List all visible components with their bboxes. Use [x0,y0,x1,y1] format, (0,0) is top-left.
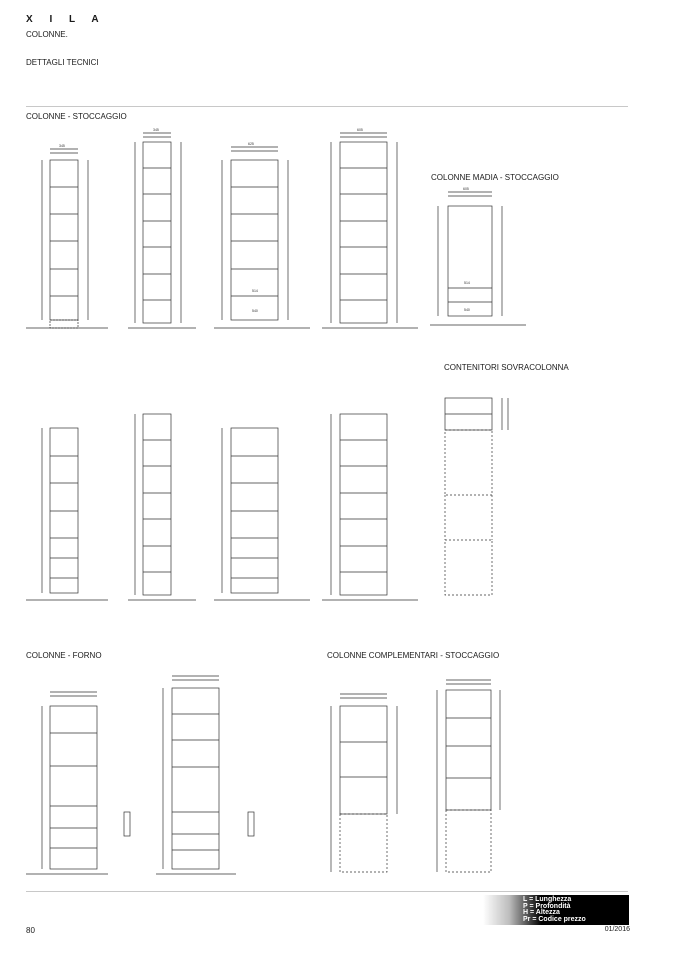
drawing-column-1 [26,149,108,328]
drawing-column-8 [322,414,418,600]
section-title-colonne-forno: COLONNE - FORNO [26,651,102,660]
page-number: 80 [26,926,35,935]
drawing-column-3 [214,147,310,328]
section-heading: DETTAGLI TECNICI [26,58,99,67]
dim-label: 540 [464,308,470,312]
drawing-forno-2 [156,676,254,874]
drawings-row-1 [26,120,628,360]
section-title-colonne-madia: COLONNE MADIA - STOCCAGGIO [431,173,559,182]
legend-box [483,895,629,925]
brand-logo: X I L A [26,14,106,25]
dim-label: 345 [59,144,65,148]
dim-label: 514 [464,281,470,285]
drawings-row-3 [26,666,628,888]
dim-label: 605 [357,128,363,132]
drawing-forno-1 [26,692,130,874]
drawing-complementari-1 [331,694,397,872]
bottom-divider [26,891,628,892]
top-divider [26,106,628,107]
section-title-colonne-stoccaggio: COLONNE - STOCCAGGIO [26,112,127,121]
drawing-column-4 [322,133,418,328]
drawing-contenitori [445,398,508,595]
page-subtitle: COLONNE. [26,30,68,39]
edition-date: 01/2016 [604,926,630,933]
dim-label: 605 [463,187,469,191]
section-title-colonne-complementari: COLONNE COMPLEMENTARI - STOCCAGGIO [327,651,500,660]
drawing-madia [430,192,526,325]
drawings-row-2 [26,378,628,628]
dim-label: 625 [248,142,254,146]
dim-label: 345 [153,128,159,132]
legend-profondita: P = Profondità [523,902,571,910]
legend-codice-prezzo: Pr = Codice prezzo [523,915,586,923]
drawing-column-6 [128,414,196,600]
drawing-complementari-2 [437,680,500,872]
drawing-column-5 [26,428,108,600]
legend-altezza: H = Altezza [523,909,560,917]
dim-label: 540 [252,309,258,313]
drawing-column-2 [128,133,196,328]
drawing-column-7 [214,428,310,600]
section-title-contenitori: CONTENITORI SOVRACOLONNA [444,363,569,372]
dim-label: 514 [252,289,258,293]
legend-lunghezza: L = Lunghezza [523,896,572,903]
